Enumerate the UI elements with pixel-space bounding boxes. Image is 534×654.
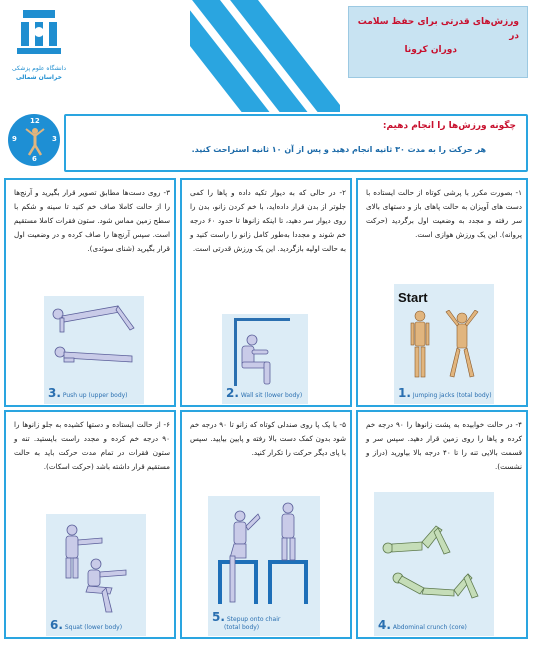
- exercise-number: 2.: [226, 386, 239, 400]
- wall-sit-illustration: [222, 314, 308, 404]
- stepup-figure-icon: [212, 500, 316, 606]
- crunch-figure-icon: [380, 500, 488, 610]
- push-up-figure-icon: [48, 300, 140, 380]
- clock-3: 3: [52, 135, 57, 143]
- exercise-card-3: [4, 178, 176, 407]
- clock-12: 12: [30, 117, 40, 125]
- exercise-label: [212, 610, 281, 632]
- exercise-name: Push up (upper body): [62, 392, 128, 399]
- exercise-description: ۴- در حالت خوابیده به پشت زانوها را ۹۰ درجه خم کرده و پاها را روی زمین قرار دهید. سپس سر و قسمت بالایی تنه را تا ۴۰ درجه بالا بیاورید (دراز و نشست).: [366, 420, 523, 471]
- abdominal-crunch-illustration: [374, 492, 494, 636]
- instructions-text: هر حرکت را به مدت ۳۰ ثانیه انجام دهید و پس از آن ۱۰ ثانیه استراحت کنید.: [191, 145, 486, 154]
- exercise-label: [48, 386, 128, 400]
- instructions-box: [64, 114, 528, 172]
- clock-6: 6: [32, 155, 37, 163]
- exercise-label: [226, 386, 302, 400]
- squat-illustration: [46, 514, 146, 636]
- jumping-jacks-figure-icon: [400, 310, 490, 380]
- instructions-title: چگونه ورزش‌ها را انجام دهیم:: [382, 121, 516, 131]
- jumping-jacks-illustration: [394, 284, 494, 404]
- wall-sit-figure-icon: [228, 318, 300, 386]
- exercise-name: Stepup onto chair: [226, 616, 281, 623]
- exercise-number: 6.: [50, 618, 63, 632]
- logo-mark-icon: [11, 4, 67, 60]
- exercise-figure-icon: [22, 126, 48, 156]
- exercise-description: ۱- بصورت مکرر با پرشی کوتاه از حالت ایستاده با دست های آویزان به حالت پاهای باز و دستهای بالای سر رفته و مجدد به وضعیت اول برگردید (حرکت پروانه). این یک ورزش هوازی است.: [366, 188, 522, 239]
- stepup-illustration: [208, 496, 320, 636]
- page-title: ورزش‌های قدرتی برای حفظ سلامت در: [357, 17, 519, 41]
- exercise-number: 4.: [378, 618, 391, 632]
- logo-text-line1: دانشگاه علوم پزشکی: [11, 65, 67, 72]
- clock-9: 9: [12, 135, 17, 143]
- exercise-description: ۲- در حالی که به دیوار تکیه داده و پاها را کمی جلوتر از بدن قرار داده‌اید، با خم کردن زانو، بدن را روی دیوار سر دهید، تا اینکه زانوها تا حدود ۶۰ درجه خم شوند و مجددا به‌طور کامل زانو را راست کنید و به حالت اولیه بازگردید. این یک ورزش قدرتی است.: [190, 188, 346, 253]
- exercise-number: 5.: [212, 610, 225, 624]
- logo-text-line2: خراسان شمالی: [16, 74, 62, 81]
- push-up-illustration: [44, 296, 144, 404]
- exercise-label: [378, 618, 467, 632]
- exercise-label: [50, 618, 122, 632]
- exercise-card-5: [180, 410, 352, 639]
- page-subtitle: دوران کرونا: [404, 45, 457, 55]
- exercise-card-2: [180, 178, 352, 407]
- exercise-number: 1.: [398, 386, 411, 400]
- header-stripes: [190, 0, 340, 112]
- exercise-category: (total body): [224, 624, 260, 631]
- exercise-card-4: [356, 410, 528, 639]
- university-logo: [6, 4, 72, 100]
- exercise-label: [398, 386, 492, 400]
- clock-icon: [8, 114, 60, 166]
- exercise-card-6: [4, 410, 176, 639]
- exercise-card-1: [356, 178, 528, 407]
- exercise-name: Jumping jacks (total body): [412, 392, 492, 399]
- exercise-name: Squat (lower body): [64, 624, 123, 631]
- exercise-description: ۳- روی دست‌ها مطابق تصویر قرار بگیرید و آرنج‌ها را از حالت کاملا صاف خم کنید تا سینه و شکم با سطح زمین مماس شود. ستون فقرات کاملا مستقیم است. سپس آرنج‌ها را صاف کرده و در وضعیت اول قرار بگیرید (شنای سوئدی).: [14, 188, 170, 253]
- start-label: Start: [398, 290, 428, 305]
- exercise-description: ۶- از حالت ایستاده و دستها کشیده به جلو زانوها را ۹۰ درجه خم کرده و مجدد راست بایستید. تنه و ستون فقرات در تمام مدت حرکت باید به حالت مستقیم قرار داشته باشد (حرکت اسکات).: [14, 420, 170, 471]
- exercise-name: Abdominal crunch (core): [392, 624, 467, 631]
- exercise-number: 3.: [48, 386, 61, 400]
- title-panel: [348, 6, 528, 78]
- exercise-name: Wall sit (lower body): [240, 392, 303, 399]
- squat-figure-icon: [50, 524, 142, 614]
- exercise-description: ۵- با یک پا روی صندلی کوتاه که زانو تا ۹۰ درجه خم شود بدون کمک دست بالا رفته و پایین بیایید. سپس با پای دیگر حرکت را تکرار کنید.: [190, 420, 347, 457]
